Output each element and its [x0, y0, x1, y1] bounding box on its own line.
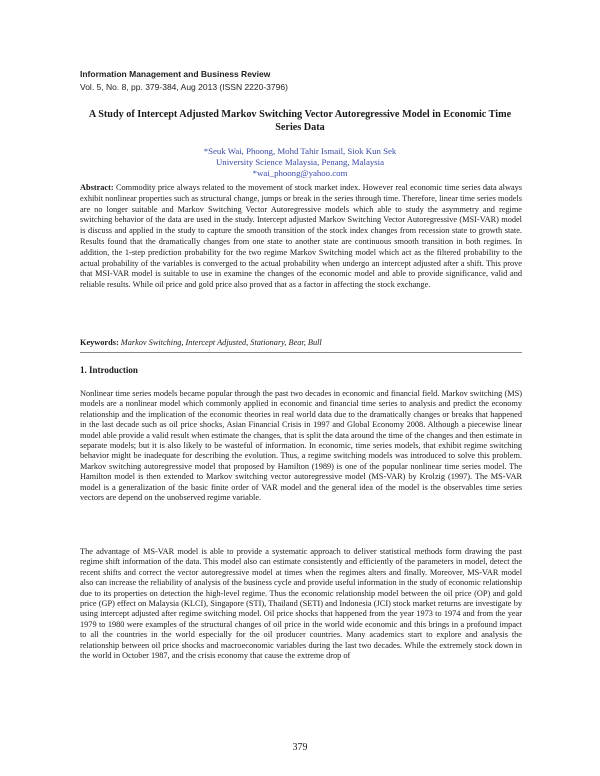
keywords	[80, 338, 522, 347]
keywords-label: Keywords:	[80, 338, 119, 347]
volume-line: Vol. 5, No. 8, pp. 379-384, Aug 2013 (ISSN 2220-3796)	[80, 82, 288, 92]
intro-paragraph-2: The advantage of MS-VAR model is able to provide a systematic approach to deliver statistical methods form drawing the past regime shift information of the data. This model also can estimate consistently and efficiently of the parameters in model, detect the recent shifts and correct the vector autoregressive model at times when the regimes alters and finally. Moreover, MS-VAR model also can increase the reliability of analysis of the business cycle and provide useful information in the study of economic relationship due to its properties on detection the high-level regime. Thus the economic relationship model between the oil price (OP) and gold price (GP) effect on Malaysia (KLCI), Singapore (STI), Thailand (SETI) and Indonesia (JCI) stock market returns are investigate by using intercept adjusted after regime switching model. Oil price shocks that happened from the year 1973 to 1974 and from the year 1979 to 1980 were examples of the structural changes of oil price in the world wide economic and this brings in a profound impact to all the countries in the world especially for the oil producer countries. Many academics start to explore and analysis the relationship between oil price shocks and macroeconomic variables during the last two decades. While the extremely stock down in the world in October 1987, and the crisis economy that cause the extreme drop of	[80, 547, 522, 661]
keywords-text: Markov Switching, Intercept Adjusted, Stationary, Bear, Bull	[120, 338, 322, 347]
section-heading: 1. Introduction	[80, 365, 138, 375]
paper-title: A Study of Intercept Adjusted Markov Switching Vector Autoregressive Model in Economic Time Series Data	[88, 109, 512, 133]
abstract	[80, 183, 522, 291]
author-affiliation: University Science Malaysia, Penang, Malaysia	[215, 157, 385, 167]
intro-paragraph-1: Nonlinear time series models became popular through the past two decades in economic and financial field. Markov switching (MS) models are a nonlinear model which commonly applied in economic and financial time series to analysis and predict the economy relationship and the implication of the economic theories in real world data due to the dramatically changes or breaks that happened in the last decade such as oil price shocks, Asian Financial Crisis in 1997 and Global Economy 2008. Although a piecewise linear model able provide a valid result when estimate the changes, that is split the data around the time of the changes and then estimate in separate models; but it is also likely to be wasteful of information. In economic, time series models, that exhibit regime switching behavior might be inadequate for describing the evolution. Thus, a regime switching models was introduced to solve this problem. Markov switching autoregressive model that proposed by Hamilton (1989) is one of the popular nonlinear time series model. The Hamilton model is then extended to Markov switching vector autoregressive model (MS-VAR) by Krolzig (1997). The MS-VAR model is a generalization of the basic finite order of VAR model and the general idea of the model is the observables time series vectors are depend on the unobserved regime variable.	[80, 389, 522, 503]
page-number: 379	[292, 742, 308, 753]
abstract-text: Commodity price always related to the movement of stock market index. However real economic time series data always exhibit nonlinear properties such as structural change, jumps or break in the series through time. Therefore, linear time series models are no longer suitable and Markov Switching Vector Autoregressive models which able to study the asymmetry and regime switching behavior of the data are used in the study. Intercept adjusted Markov Switching Vector Autoregressive (MSI-VAR) model is discuss and applied in the study to capture the smooth transition of the stock index changes from recession state to growth state. Results found that the dramatically changes from one state to another state are continuous smooth transition in both regimes. In addition, the 1-step prediction probability for the two regime Markov Switching model which act as the filtered probability to the actual probability of the variables is converged to the actual probability when undergo an intercept adjusted after a shift. This prove that MSI-VAR model is suitable to use in examine the changes of the economic model and able to provide significance, valid and reliable results. While oil price and gold price also proved that as a factor in affecting the stock exchange.	[80, 183, 523, 290]
abstract-label: Abstract:	[80, 183, 114, 192]
journal-name: Information Management and Business Review	[80, 69, 271, 79]
section-divider	[80, 352, 522, 353]
author-email[interactable]: *wai_phoong@yahoo.com	[252, 168, 348, 178]
author-block	[80, 146, 520, 179]
author-names: *Seuk Wai, Phoong, Mohd Tahir Ismail, Siok Kun Sek	[203, 146, 397, 156]
